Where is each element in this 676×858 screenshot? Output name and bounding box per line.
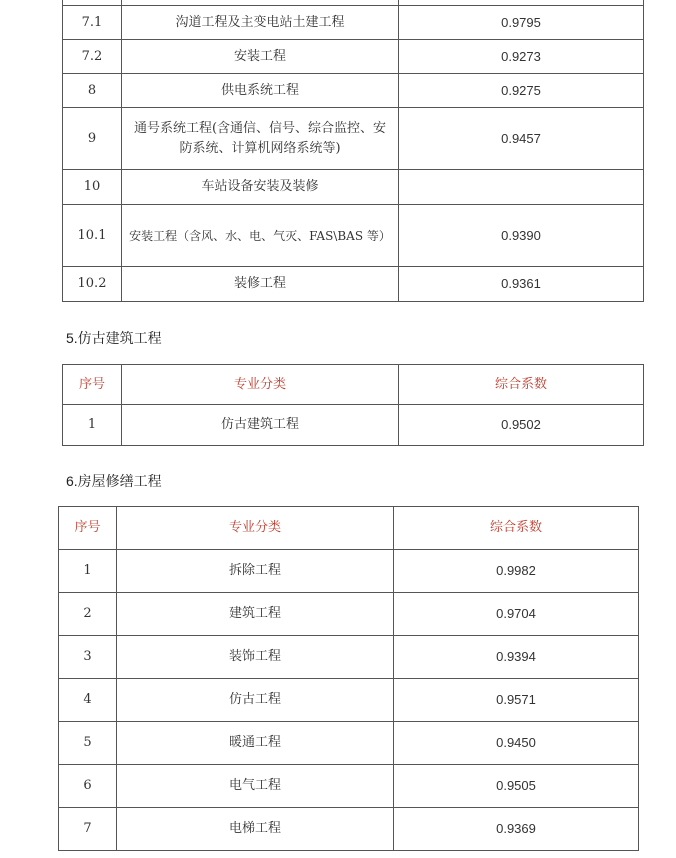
category-cell: 电气工程 <box>117 765 394 808</box>
table-row <box>59 679 639 722</box>
category-cell: 电梯工程 <box>117 808 394 851</box>
coefficient-cell: 0.9273 <box>399 40 644 74</box>
coefficient-cell: 0.9571 <box>394 679 639 722</box>
row-number: 9 <box>63 108 122 170</box>
table-row <box>59 550 639 593</box>
table-row <box>59 765 639 808</box>
antique-building-coefficient-table <box>62 364 644 446</box>
row-number: 7.2 <box>63 40 122 74</box>
coefficient-cell: 0.9394 <box>394 636 639 679</box>
coefficient-cell: 0.9505 <box>394 765 639 808</box>
column-header-no: 序号 <box>59 507 117 550</box>
category-cell: 仿古工程 <box>117 679 394 722</box>
column-header-coefficient: 综合系数 <box>394 507 639 550</box>
row-number: 2 <box>59 593 117 636</box>
category-cell: 装饰工程 <box>117 636 394 679</box>
category-cell: 拆除工程 <box>117 550 394 593</box>
category-cell: 安装工程（含风、水、电、气灭、FAS\BAS 等） <box>122 205 399 267</box>
table-row <box>63 40 644 74</box>
column-header-no: 序号 <box>63 365 122 405</box>
category-cell: 仿古建筑工程 <box>122 405 399 446</box>
table-row <box>63 205 644 267</box>
section-heading: 6.房屋修缮工程 <box>66 473 162 489</box>
row-number: 7.1 <box>63 6 122 40</box>
table-row <box>63 6 644 40</box>
table-header-row <box>59 507 639 550</box>
category-cell: 供电系统工程 <box>122 74 399 108</box>
table-row <box>59 636 639 679</box>
coefficient-cell: 0.9275 <box>399 74 644 108</box>
rail-transit-coefficient-table <box>62 0 644 302</box>
row-number: 3 <box>59 636 117 679</box>
table-row <box>63 170 644 205</box>
coefficient-cell: 0.9457 <box>399 108 644 170</box>
row-number: 7 <box>59 808 117 851</box>
table-row <box>63 405 644 446</box>
coefficient-cell: 0.9795 <box>399 6 644 40</box>
row-number: 10.2 <box>63 267 122 302</box>
table-row <box>59 722 639 765</box>
row-number: 10 <box>63 170 122 205</box>
coefficient-cell <box>399 170 644 205</box>
column-header-category: 专业分类 <box>122 365 399 405</box>
row-number: 1 <box>63 405 122 446</box>
coefficient-cell: 0.9982 <box>394 550 639 593</box>
row-number: 8 <box>63 74 122 108</box>
category-cell: 通号系统工程(含通信、信号、综合监控、安防系统、计算机网络系统等) <box>122 108 399 170</box>
column-header-coefficient: 综合系数 <box>399 365 644 405</box>
row-number: 4 <box>59 679 117 722</box>
category-cell: 建筑工程 <box>117 593 394 636</box>
coefficient-cell: 0.9704 <box>394 593 639 636</box>
table-row <box>59 593 639 636</box>
category-cell: 安装工程 <box>122 40 399 74</box>
coefficient-cell: 0.9369 <box>394 808 639 851</box>
table-row <box>63 74 644 108</box>
category-cell: 装修工程 <box>122 267 399 302</box>
category-cell: 车站设备安装及装修 <box>122 170 399 205</box>
row-number: 1 <box>59 550 117 593</box>
coefficient-cell: 0.9502 <box>399 405 644 446</box>
row-number: 10.1 <box>63 205 122 267</box>
section-heading: 5.仿古建筑工程 <box>66 330 162 346</box>
category-cell: 沟道工程及主变电站土建工程 <box>122 6 399 40</box>
table-row <box>63 108 644 170</box>
table-row <box>63 267 644 302</box>
table-row <box>59 808 639 851</box>
house-repair-coefficient-table <box>58 506 639 851</box>
row-number: 6 <box>59 765 117 808</box>
coefficient-cell: 0.9390 <box>399 205 644 267</box>
column-header-category: 专业分类 <box>117 507 394 550</box>
coefficient-cell: 0.9450 <box>394 722 639 765</box>
coefficient-cell: 0.9361 <box>399 267 644 302</box>
category-cell: 暖通工程 <box>117 722 394 765</box>
row-number: 5 <box>59 722 117 765</box>
table-header-row <box>63 365 644 405</box>
